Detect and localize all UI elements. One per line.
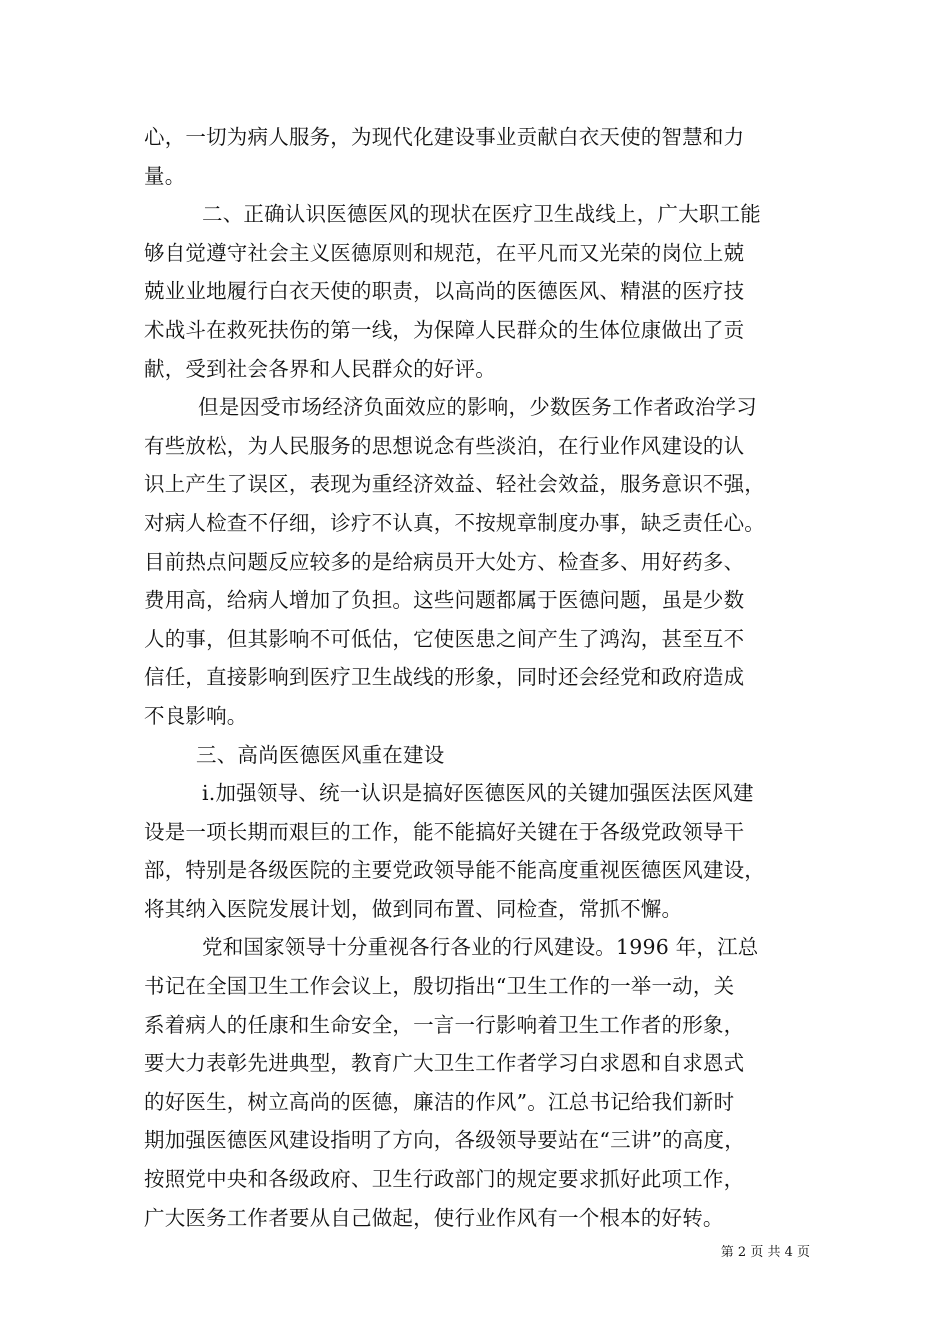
text-line: 书记在全国卫生工作会议上，殷切指出“卫生工作的一举一动，关: [144, 974, 735, 999]
text-line: 系着病人的任康和生命安全，一言一行影响着卫生工作者的形象，: [144, 1012, 745, 1037]
paragraph-start: 党和国家领导十分重视各行各业的行风建设。1996 年，江总: [202, 935, 759, 960]
text-line: 按照党中央和各级政府、卫生行政部门的规定要求抓好此项工作，: [144, 1167, 745, 1192]
text-line: 费用高，给病人增加了负担。这些问题都属于医德问题，虽是少数: [144, 588, 745, 613]
text-line: 识上产生了误区，表现为重经济效益、轻社会效益，服务意识不强，: [144, 472, 765, 497]
text-line: 设是一项长期而艰巨的工作，能不能搞好关键在于各级党政领导干: [144, 819, 745, 844]
text-line: 的好医生，树立高尚的医德，廉洁的作风”。江总书记给我们新时: [144, 1089, 735, 1114]
text-line: 对病人检查不仔细，诊疗不认真，不按规章制度办事，缺乏责任心。: [144, 510, 765, 535]
text-line: 兢业业地履行白衣天使的职责，以高尚的医德医风、精湛的医疗技: [144, 279, 745, 304]
text-line: 心，一切为病人服务，为现代化建设事业贡献白衣天使的智慧和力: [144, 125, 745, 149]
text-line: 信任，直接影响到医疗卫生战线的形象，同时还会经党和政府造成: [144, 665, 745, 690]
text-line: 部，特别是各级医院的主要党政领导能不能高度重视医德医风建设，: [144, 858, 765, 883]
text-line: 将其纳入医院发展计划，做到同布置、同检查，常抓不懈。: [144, 896, 683, 921]
text-line: 有些放松，为人民服务的思想说念有些淡泊，在行业作风建设的认: [144, 433, 745, 458]
text-line: 目前热点问题反应较多的是给病员开大处方、检查多、用好药多、: [144, 549, 745, 574]
text-line: 够自觉遵守社会主义医德原则和规范，在平凡而又光荣的岗位上兢: [144, 240, 745, 265]
document-body: [144, 118, 809, 1237]
text-line: 术战斗在救死扶伤的第一线，为保障人民群众的生体位康做出了贡: [144, 317, 745, 342]
text-line: 广大医务工作者要从自己做起，使行业作风有一个根本的好转。: [144, 1205, 724, 1230]
text-line: 不良影响。: [144, 703, 248, 728]
page-number-footer: 第 2 页 共 4 页: [720, 1245, 810, 1260]
text-line: 要大力表彰先进典型，教育广大卫生工作者学习白求恩和自求恩式: [144, 1051, 745, 1076]
section-heading-two: 二、正确认识医德医风的现状在医疗卫生战线上，广大职工能: [202, 202, 761, 227]
paragraph-start: 但是因受市场经济负面效应的影响，少数医务工作者政治学习: [198, 395, 757, 420]
text-line: 期加强医德医风建设指明了方向，各级领导要站在“三讲”的高度，: [144, 1128, 745, 1153]
text-line: 人的事，但其影响不可低估，它使医患之间产生了鸿沟，甚至互不: [144, 626, 745, 651]
text-line: 献，受到社会各界和人民群众的好评。: [144, 356, 496, 381]
subsection-heading: i.加强领导、统一认识是搞好医德医风的关键加强医法医风建: [202, 781, 754, 806]
section-heading-three: 三、高尚医德医风重在建设: [196, 742, 445, 767]
text-line: 量。: [144, 163, 186, 188]
